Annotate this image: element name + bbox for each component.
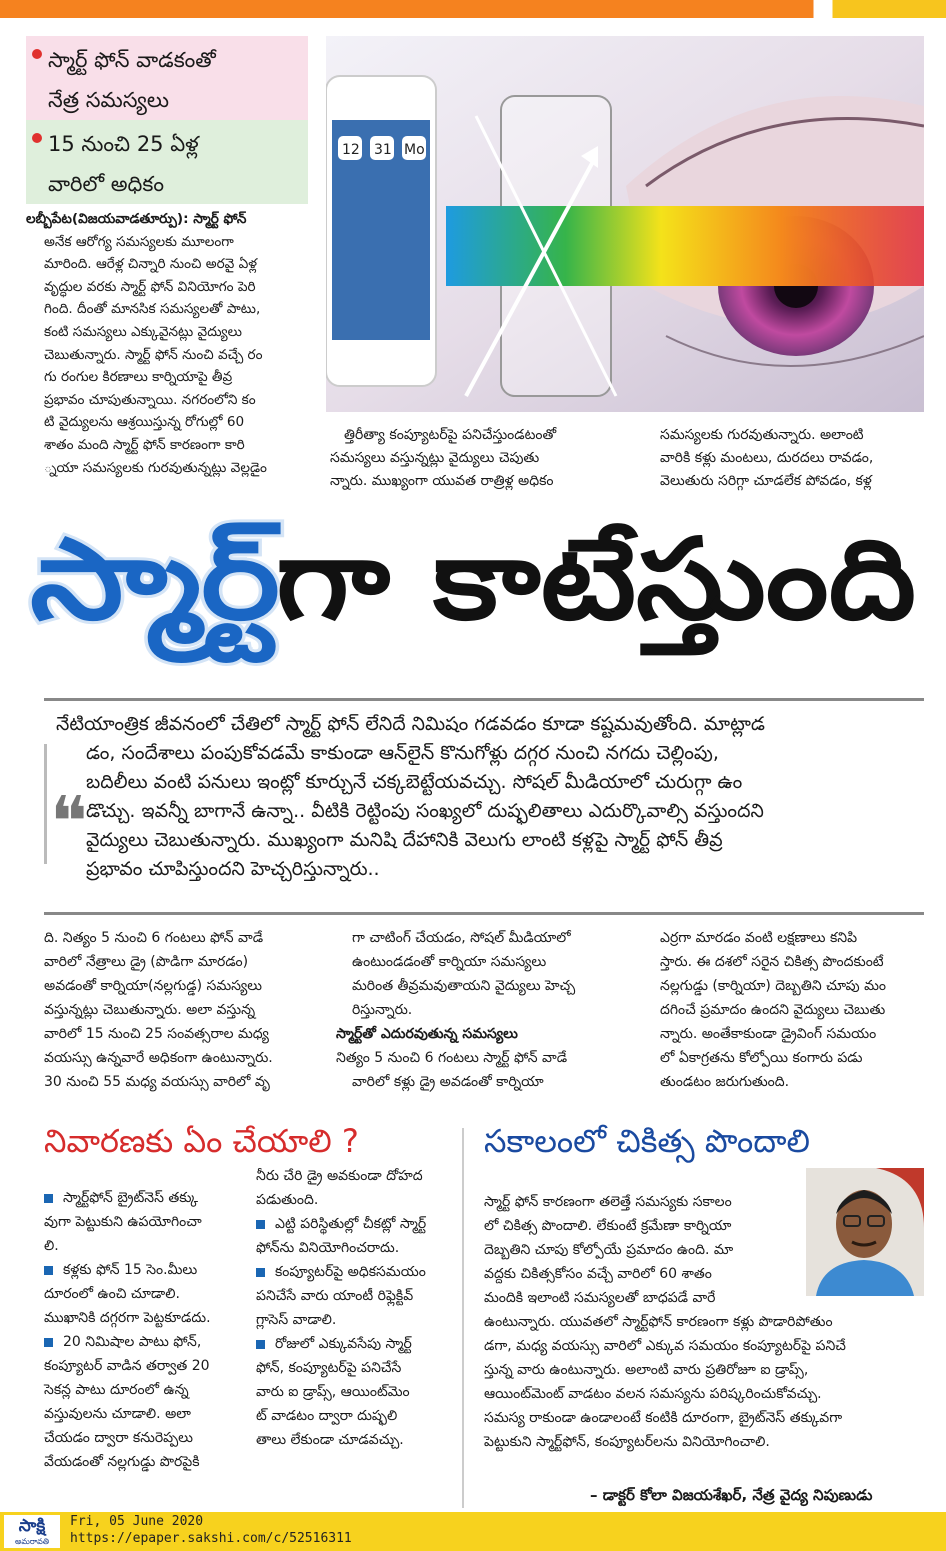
tip-line: ఫోన్, కంప్యూటర్‌పై పనిచేసే [256,1360,402,1376]
bullet-icon [32,133,42,143]
text-line: రిస్తున్నారు. [352,1002,413,1018]
tip-text: రోజులో ఎక్కువసేపు స్మార్ట్ [275,1336,412,1352]
text-line: డగా, మధ్య వయస్సు వారిలో ఎక్కువ సమయం కంప్యూటర్‌పై పనిచే [484,1338,846,1354]
tips-column-1 [44,1186,244,1474]
tip-line [256,1260,452,1284]
text-line: లబ్బీపేట(విజయవాడతూర్పు): స్మార్ట్ ఫోన్ [26,211,247,227]
text-line: మారింది. ఆరేళ్ల చిన్నారి నుంచి అరవై ఏళ్ల [44,256,258,273]
text-line: టి వైద్యులను ఆశ్రయిస్తున్న రోగుల్లో 60 [44,414,245,431]
tip-line: సెకన్ల పాటు దూరంలో ఉన్న [44,1382,189,1398]
text-line: ఎర్రగా మారడం వంటి లక్షణాలు కనిపి [660,930,858,946]
square-bullet-icon [256,1268,265,1277]
text-line: సమస్యలు వస్తున్నట్లు వైద్యులు చెపుతు [330,450,540,466]
text-line: ఉంటుండడంతో కార్నియా సమస్యలు [352,954,547,970]
text-line: లో ఏకాగ్రతను కోల్పోయి కంగారు పడు [660,1050,863,1066]
doctor-photo [806,1168,924,1296]
tip-line [44,1186,244,1210]
headline-part-bite: గా కాటేస్తుంది [276,515,855,645]
tip-line: ఫోన్‌ను వినియోగించరాదు. [256,1240,400,1256]
text-line: వయస్సు ఉన్నవారే అధికంగా ఉంటున్నారు. [44,1050,273,1066]
tip-line [256,1212,452,1236]
text-line: తుండటం జరుగుతుంది. [660,1074,790,1090]
headline-part-smart: స్మార్ట్‌ [30,515,241,645]
text-line: పెట్టుకుని స్మార్ట్‌ఫోన్, కంప్యూటర్‌లను వినియోగించాలి. [484,1434,770,1450]
text-line: లో చికిత్స పొందాలి. లేకుంటే క్రమేణా కార్నియా [484,1218,732,1234]
text-line: గింది. దీంతో మానసిక సమస్యలతో పాటు, [44,301,261,318]
tip-line [44,1258,244,1282]
prevention-heading: నివారణకు ఏం చేయాలి ? [44,1122,359,1160]
tip-line: పడుతుంది. [256,1192,319,1208]
text-line: అవడంతో కార్నియా(నల్లగుడ్డ) సమస్యలు [44,978,263,994]
text-line: మరింత తీవ్రమవుతాయని వైద్యులు హెచ్చ [352,978,576,994]
text-line: డం, సందేశాలు పంపుకోవడమే కాకుండా ఆన్‌లైన్ కొనుగోళ్లు దగ్గర నుంచి నగదు చెల్లింపు, [86,742,719,764]
highlight-box-1 [26,36,308,120]
text-line: సమస్యలకు గురవుతున్నారు. అలాంటి [660,427,864,443]
doctor-photo-illustration [806,1168,924,1296]
text-line: వైద్యులు చెబుతున్నారు. ముఖ్యంగా మనిషి దేహానికి వెలుగు లాంటి కళ్లపై స్మార్ట్ ఫోన్ తీవ్ర [86,829,723,851]
square-bullet-icon [44,1266,53,1275]
tip-line: దూరంలో ఉంచి చూడాలి. [44,1286,180,1302]
text-line: ్నయా సమస్యలకు గురవుతున్నట్లు వెల్లడైం [44,459,267,476]
square-bullet-icon [256,1340,265,1349]
tip-line: కంప్యూటర్ వాడిన తర్వాత 20 [44,1358,210,1374]
text-line: నిత్యం 5 నుంచి 6 గంటలు స్మార్ట్ ఫోన్ వాడే [336,1050,568,1066]
text-line: వెలుతురు సరిగ్గా చూడలేక పోవడం, కళ్ల [660,473,872,489]
footer-bar [0,1512,946,1551]
text-line: ది. నిత్యం 5 నుంచి 6 గంటలు ఫోన్ వాడే [44,930,264,946]
intro-column-3 [660,424,930,493]
text-line: 30 నుంచి 55 మధ్య వయస్సు వారిలో వృ [44,1074,270,1090]
tip-line: ముఖానికి దగ్గరగా పెట్టకూడదు. [44,1310,211,1326]
doctor-signature: – డాక్టర్ కోలా విజయశేఖర్, నేత్ర వైద్య నిపుణుడు [590,1486,873,1504]
text-line: వారిలో కళ్లు డ్రై అవడంతో కార్నియా [352,1074,544,1090]
tip-line [44,1330,244,1354]
highlight-line: 15 నుంచి 25 ఏళ్ల [48,132,199,156]
text-line: దగించే ప్రమాదం ఉందని వైద్యులు చెబుతు [660,1002,886,1018]
doctor-quote-short [484,1190,792,1310]
text-line: వారిలో 15 నుంచి 25 సంవత్సరాల మధ్య [44,1026,269,1042]
hero-illustration [326,36,924,412]
tips-column-2 [256,1164,452,1452]
text-line: నల్లగుడ్డు (కార్నియా) దెబ్బతిని చూపు మం [660,978,886,994]
tip-line: తాలు లేకుండా చూడవచ్చు. [256,1432,404,1448]
tip-text: కంప్యూటర్‌పై అధికసమయం [275,1264,426,1280]
square-bullet-icon [44,1194,53,1203]
text-line: ప్రభావం చూపిస్తుందని హెచ్చరిస్తున్నారు.. [86,858,380,880]
tip-line: లి. [44,1238,59,1254]
tip-line: చేయడం ద్వారా కనురెప్పలు [44,1430,193,1446]
sub-heading: స్మార్ట్‌తో ఎదురవుతున్న సమస్యలు [336,1026,518,1042]
logo-subtext: అమరావతి [14,1537,50,1546]
top-color-bar [0,0,946,18]
tip-line: గ్లాసెస్ వాడాలి. [256,1312,337,1328]
doctor-quote-long [484,1310,924,1454]
tip-line: వేయడంతో నల్లగుడ్డు పొరపైకి [44,1454,200,1470]
intro-column-2 [330,424,620,493]
tip-line: వస్తువులను చూడాలి. అలా [44,1406,191,1422]
bullet-icon [32,49,42,59]
tip-line: ట్ వాడటం ద్వారా దుష్ఫలి [256,1408,398,1424]
headline [0,496,946,696]
highlight-line: నేత్ర సమస్యలు [48,88,169,112]
text-line: డొచ్చు. ఇవన్నీ బాగానే ఉన్నా.. వీటికి రెట్టింపు సంఖ్యలో దుష్ఫలితాలు ఎదుర్కొవాల్సి వస్తుందని [86,800,764,822]
treatment-heading: సకాలంలో చికిత్స పొందాలి [484,1122,811,1160]
square-bullet-icon [256,1220,265,1229]
body-column-3 [660,926,928,1094]
text-line: వారికి కళ్లు మంటలు, దురదలు రావడం, [660,450,874,466]
phone-key: 31 [374,142,392,158]
text-line: చెబుతున్నారు. స్మార్ట్ ఫోన్ నుంచి వచ్చే రం [44,346,263,363]
hero-image-phone-eye [326,36,924,412]
tip-line: నీరు చేరి డ్రై అవకుండా దోహద [256,1168,423,1184]
text-line: ప్రభావం చూపుతున్నాయి. నగరంలోని కం [44,391,256,408]
logo-text: సాక్షి [18,1516,46,1536]
text-line: ఆయింట్‌మెంట్ వాడటం వలన సమస్యను పరిష్కరించుకోవచ్చు. [484,1386,822,1402]
sakshi-logo[interactable] [4,1515,60,1548]
text-line: సమస్య రాకుండా ఉండాలంటే కంటికి దూరంగా, బ్రైట్‌నెస్ తక్కువగా [484,1410,843,1426]
text-line: మందికి ఇలాంటి సమస్యలతో బాధపడే వారే [484,1290,716,1306]
text-line: కంటి సమస్యలు ఎక్కువైనట్లు వైద్యులు [44,323,242,340]
divider-line [44,912,924,915]
divider-line [44,698,924,701]
square-bullet-icon [44,1338,53,1347]
tip-line: వుగా పెట్టుకుని ఉపయోగించా [44,1214,202,1230]
text-line: న్నారు. ముఖ్యంగా యువత రాత్రిళ్ల అధికం [330,473,554,489]
text-line: వారిలో నేత్రాలు డ్రై (పొడిగా మారడం) [44,954,249,970]
text-line: స్తున్న వారు ఉంటున్నారు. అలాంటి వారు ప్రతిరోజూ ఐ డ్రాప్స్, [484,1362,809,1378]
highlight-box-2 [26,120,308,204]
intro-column-1 [28,208,312,479]
text-line: గు రంగుల కిరణాలు కార్నియాపై తీవ్ర [44,369,233,386]
tip-text: ఎట్టి పరిస్థితుల్లో చీకట్లో స్మార్ట్ [275,1216,427,1232]
section-divider [462,1128,464,1508]
tip-text: 20 నిమిషాల పాటు ఫోన్, [63,1334,202,1350]
highlight-line: వారిలో అధికం [48,172,164,196]
text-line: అనేక ఆరోగ్య సమస్యలకు మూలంగా [44,233,234,250]
tip-line: పనిచేసే వారు యాంటీ రిఫ్లెక్టివ్ [256,1288,414,1304]
text-line: ఉంటున్నారు. యువతలో స్మార్ట్‌ఫోన్ కారణంగా కళ్లు పొడారిపోతుం [484,1314,833,1330]
body-column-2 [336,926,626,1094]
text-line: వృద్ధుల వరకు స్మార్ట్ ఫోన్ వినియోగం పెరి [44,278,256,295]
phone-key: Mo [404,142,425,158]
text-line: త్తిరీత్యా కంప్యూటర్‌పై పనిచేస్తుండటంతో [344,427,557,443]
tip-text: కళ్లకు ఫోన్ 15 సెం.మీలు [63,1262,198,1278]
body-column-1 [44,926,316,1094]
text-line: స్మార్ట్ ఫోన్ కారణంగా తలెత్తే సమస్యకు సకాలం [484,1194,732,1210]
footer-date: Fri, 05 June 2020 [70,1514,204,1529]
text-line: గా చాటింగ్ చేయడం, సోషల్ మీడియాలో [352,930,571,946]
lead-paragraph [56,710,922,884]
tip-line [256,1332,452,1356]
tip-text: స్మార్ట్‌ఫోన్ బ్రైట్‌నెస్ తక్కు [63,1190,198,1206]
text-line: న్నారు. అంతేకాకుండా డ్రైవింగ్ సమయం [660,1026,877,1042]
text-line: స్తారు. ఈ దశలో సరైన చికిత్స పొందకుంటే [660,954,884,970]
text-line: వస్తున్నట్లు చెబుతున్నారు. అలా వస్తున్న [44,1002,256,1018]
tip-line: వారు ఐ డ్రాప్స్, ఆయింట్‌మెం [256,1384,410,1400]
text-line: శాతం మంది స్మార్ట్ ఫోన్ కారణంగా కారి [44,436,245,453]
footer-url-link[interactable]: https://epaper.sakshi.com/c/52516311 [70,1531,352,1546]
text-line: నేటియాంత్రిక జీవనంలో చేతిలో స్మార్ట్ ఫోన్ లేనిదే నిమిషం గడవడం కూడా కష్టమవుతోంది. మాట్లాడ [56,713,765,735]
phone-key: 12 [342,142,360,158]
text-line: వద్దకు చికిత్సకోసం వచ్చే వారిలో 60 శాతం [484,1266,712,1282]
highlight-line: స్మార్ట్ ఫోన్ వాడకంతో [48,48,216,72]
text-line: బదిలీలు వంటి పనులు ఇంట్లో కూర్చునే చక్కబెట్టేయవచ్చు. సోషల్ మీడియాలో చురుగ్గా ఉం [86,771,743,793]
headline-graphic [0,496,946,696]
text-line: దెబ్బతిని చూపు కోల్పోయే ప్రమాదం ఉంది. మా [484,1242,734,1258]
quote-icon: ❝ [50,781,88,863]
